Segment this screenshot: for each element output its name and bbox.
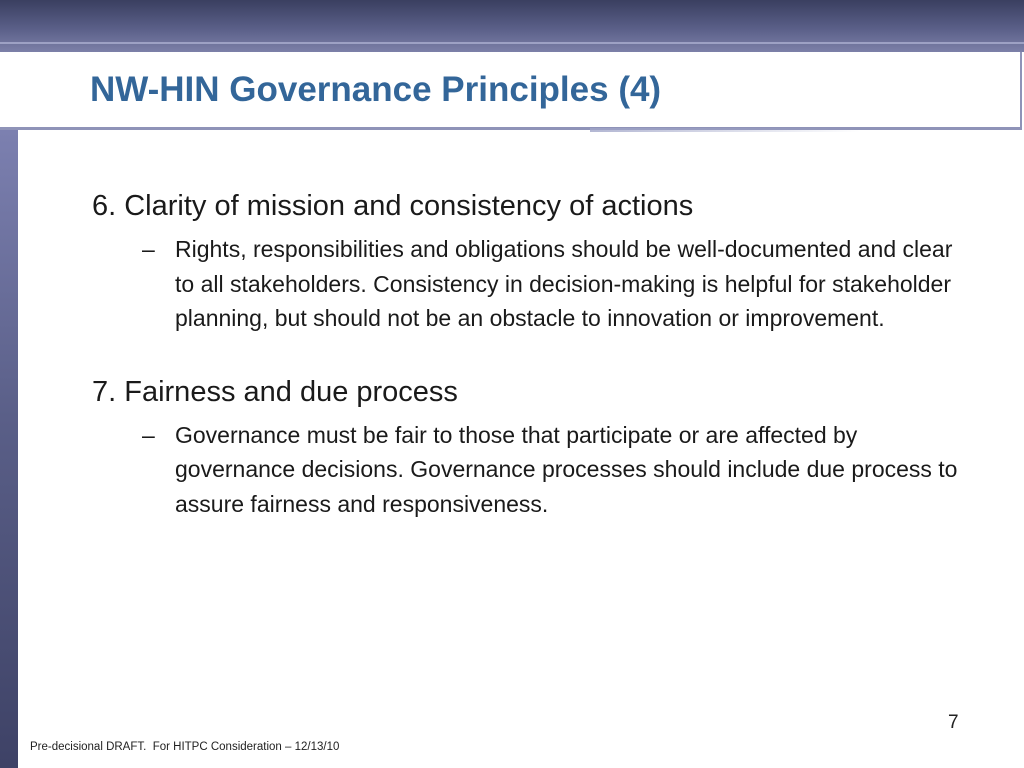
- bullet-text: Rights, responsibilities and obligations should be well-documented and clear to all stakeholders. Consistency in decision-making is helpful for stakeholder planning, but should not be an obstacle to innovation or improvement.: [175, 236, 953, 331]
- footer-disclaimer: Pre-decisional DRAFT. For HITPC Consideration – 12/13/10: [30, 741, 340, 753]
- principle-heading: 6. Clarity of mission and consistency of actions: [92, 190, 694, 222]
- header-band: [0, 0, 1024, 52]
- title-underline-accent: [590, 128, 860, 132]
- principle-6: [92, 186, 972, 336]
- principle-bullet: [92, 232, 972, 336]
- principle-bullet: [92, 418, 972, 522]
- bullet-text: Governance must be fair to those that participate or are affected by governance decisions. Governance processes should include due process to assure fairness and responsiveness.: [175, 421, 958, 517]
- bullet-dash: –: [142, 236, 155, 262]
- principle-heading: 7. Fairness and due process: [92, 375, 458, 408]
- slide-body: [92, 186, 972, 557]
- left-accent-band: [0, 130, 18, 768]
- principle-7: [92, 372, 972, 522]
- bullet-dash: –: [142, 421, 155, 448]
- page-number: 7: [948, 712, 959, 733]
- slide-title: NW-HIN Governance Principles (4): [90, 70, 662, 109]
